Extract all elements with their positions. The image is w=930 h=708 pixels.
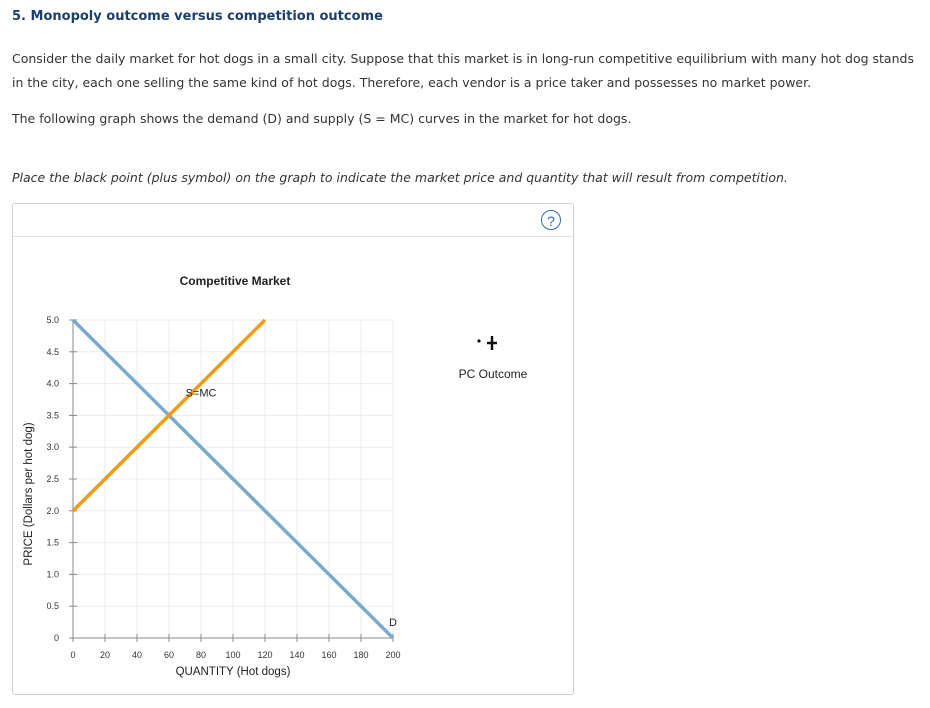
y-axis-label: PRICE (Dollars per hot dog) (23, 422, 35, 566)
y-tick-label: 2.5 (46, 474, 59, 484)
y-tick-label: 0.5 (46, 601, 59, 612)
question-paragraph-graph: The following graph shows the demand (D) and supply (S = MC) curves in the market for hot dogs. (12, 111, 632, 126)
plus-point-dot (477, 339, 480, 342)
pc-outcome-plus-point[interactable] (477, 336, 497, 350)
x-tick-label: 180 (353, 650, 369, 660)
x-axis-label: QUANTITY (Hot dogs) (175, 666, 291, 678)
x-tick-label: 140 (289, 650, 305, 660)
supply-curve-label: S=MC (185, 387, 217, 400)
x-tick-label: 200 (385, 650, 401, 660)
x-tick-label: 160 (321, 650, 337, 660)
y-tick-label: 1.0 (46, 569, 59, 580)
y-tick-label: 2.0 (46, 505, 59, 516)
x-tick-label: 60 (163, 650, 175, 660)
pc-outcome-label: PC Outcome (458, 367, 528, 381)
y-tick-label: 4.5 (46, 346, 59, 357)
x-tick-label: 20 (99, 650, 111, 660)
question-mark-icon: ? (547, 213, 555, 229)
demand-curve-label: D (389, 617, 397, 629)
y-tick-label: 0 (53, 633, 59, 643)
graph-panel (12, 203, 574, 695)
x-tick-label: 100 (225, 650, 241, 660)
question-paragraph-context: Consider the daily market for hot dogs in a small city. Suppose that this market is in long-run competitive equilibrium with many hot dog stands in the city, each one selling the same kind of hot dogs. Therefore, each vendor is a price taker and possesses no market power. (12, 51, 914, 90)
y-tick-label: 5.0 (46, 315, 59, 325)
x-tick-label: 0 (70, 650, 76, 660)
competitive-market-chart[interactable] (13, 204, 573, 694)
y-tick-label: 3.5 (46, 410, 59, 421)
y-tick-label: 4.0 (46, 378, 59, 389)
x-tick-label: 120 (257, 650, 273, 660)
question-title: 5. Monopoly outcome versus competition outcome (12, 9, 383, 24)
y-tick-label: 1.5 (46, 537, 59, 548)
question-instruction: Place the black point (plus symbol) on the graph to indicate the market price and quantity that will result from competition. (12, 170, 788, 185)
chart-title: Competitive Market (179, 274, 291, 288)
y-tick-label: 3.0 (46, 442, 59, 453)
x-tick-label: 80 (195, 650, 207, 660)
x-tick-label: 40 (131, 650, 143, 660)
